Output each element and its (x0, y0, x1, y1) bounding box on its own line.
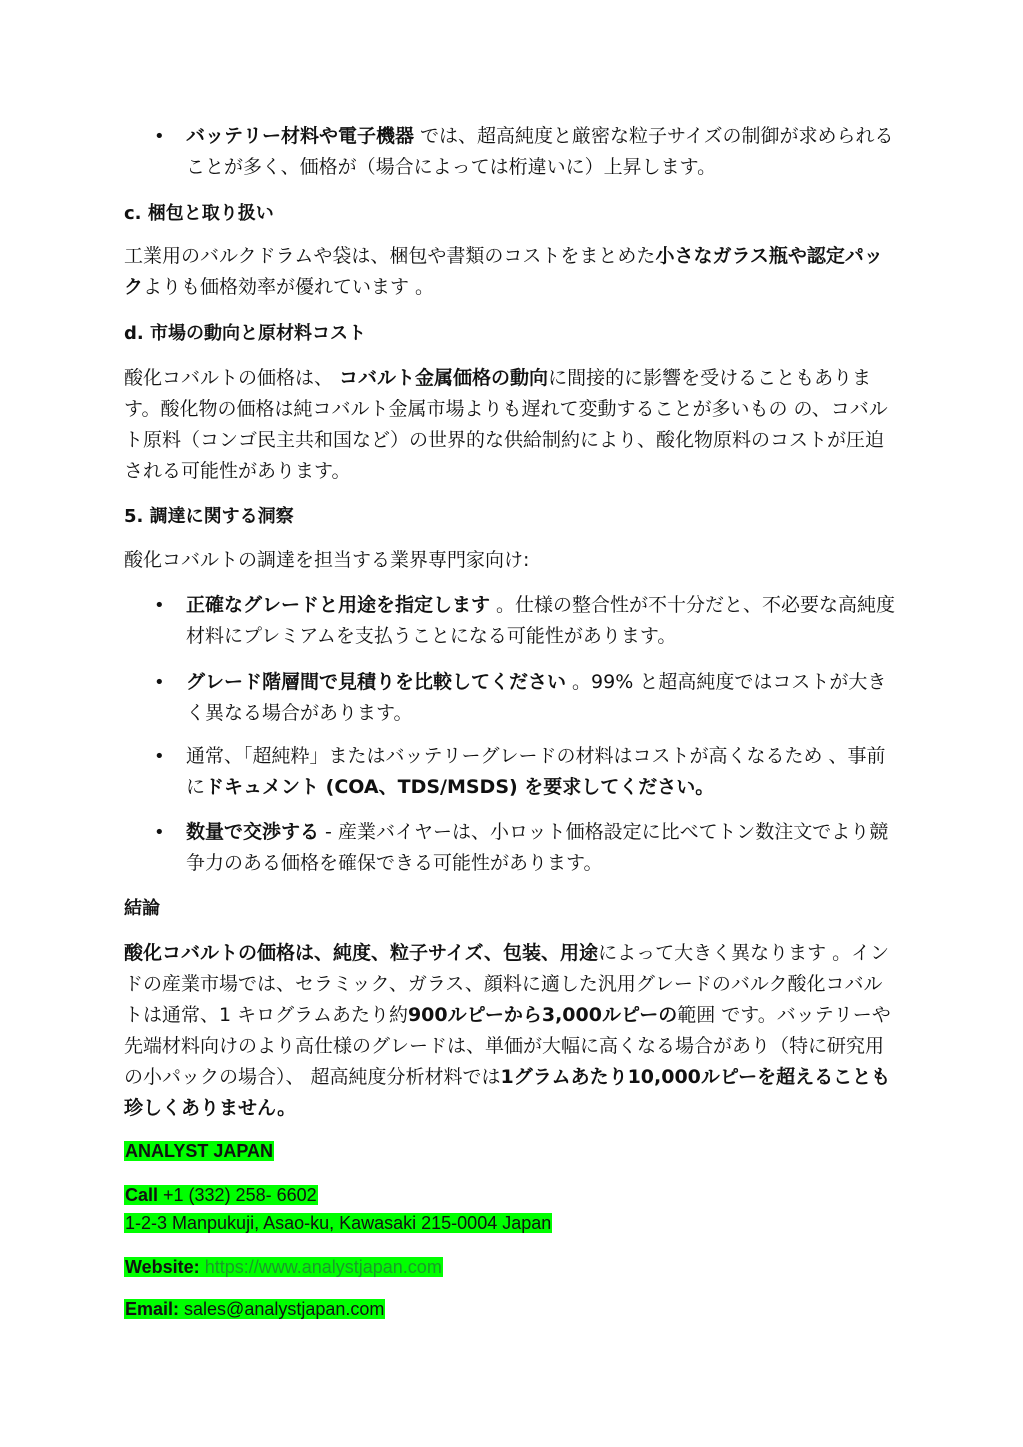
procurement-list (124, 667, 900, 729)
bullet-bold-text: ドキュメント (COA、TDS/MSDS) を要求してください。 (205, 776, 715, 798)
company-name (124, 1139, 274, 1163)
email-address[interactable]: sales@analystjapan.com (179, 1299, 385, 1319)
bullet-text: 。99% と超高純度ではコストが大きく異なる場合があります。 (186, 671, 887, 724)
list-item (124, 667, 900, 729)
paragraph-text: によって大きく異なります 。インドの産業市場では、セラミック、ガラス、顔料に適した汎用グレードのバルク酸化コバルトは通常、1 キログラムあたり約 (124, 942, 890, 1026)
phone-highlight (124, 1185, 318, 1205)
bullet-dot-icon: • (154, 672, 165, 693)
paragraph-bold-text: 小さなガラス瓶や認定パック (124, 245, 883, 298)
paragraph-text: 酸化コバルトの価格は、 (124, 367, 340, 389)
conclusion-heading: 結論 (124, 898, 160, 919)
paragraph-bold-text: 900ルピーから3,000ルピーの (407, 1004, 678, 1026)
website-highlight (124, 1257, 443, 1277)
section-5-heading: 5. 調達に関する洞察 (124, 506, 294, 527)
list-item (124, 817, 900, 879)
bullet-text: - 産業バイヤーは、小ロット価格設定に比べてトン数注文でより競争力のある価格を確保できる可能性があります。 (186, 821, 889, 874)
bullet-dot-icon: • (154, 595, 165, 616)
bullet-bold-text: バッテリー材料や電子機器 (186, 125, 415, 147)
website-link[interactable]: https://www.analystjapan.com (204, 1257, 442, 1277)
bullet-bold-text: 数量で交渉する (186, 821, 320, 843)
bullet-dot-icon: • (154, 746, 165, 767)
bullet-text: 通常、「超純粋」またはバッテリーグレードの材料はコストが高くなるため 、事前に (186, 745, 886, 798)
bullet-dot-icon: • (154, 822, 165, 843)
phone-line (124, 1183, 318, 1207)
email-line (124, 1297, 385, 1321)
list-item (124, 121, 900, 183)
bullet-bold-text: 正確なグレードと用途を指定します (186, 594, 491, 616)
phone-number[interactable]: +1 (332) 258- 6602 (158, 1185, 317, 1205)
list-item (124, 741, 900, 803)
section-d-heading: d. 市場の動向と原材料コスト (124, 323, 366, 344)
paragraph-text: よりも価格効率が優れています 。 (143, 276, 435, 298)
list-item (124, 590, 900, 652)
bullet-text: 。仕様の整合性が不十分だと、不必要な高純度材料にプレミアムを支払うことになる可能性があります。 (186, 594, 896, 647)
email-highlight (124, 1299, 385, 1319)
paragraph-text: に間接的に影響を受けることもあります。酸化物の価格は純コバルト金属市場よりも遅れて変動することが多いもの の、コバルト原料（コンゴ民主共和国など）の世界的な供給制約により、酸化物原料のコストが圧迫される可能性があります。 (124, 367, 888, 482)
bullet-text: では、超高純度と厳密な粒子サイズの制御が求められることが多く、価格が（場合によっては桁違いに）上昇します。 (186, 125, 894, 178)
procurement-list (124, 590, 900, 652)
address-line (124, 1211, 552, 1235)
paragraph-text: 工業用のバルクドラムや袋は、梱包や書類のコストをまとめた (124, 245, 656, 267)
section-5-intro: 酸化コバルトの調達を担当する業界専門家向け: (124, 549, 530, 571)
paragraph-bold-text: 1グラムあたり10,000ルピーを超えることも珍しくありません。 (124, 1066, 891, 1119)
paragraph-bold-text: 酸化コバルトの価格は、純度、粒子サイズ、包装、用途 (124, 942, 599, 964)
email-label: Email: (125, 1299, 180, 1319)
section-c-heading: c. 梱包と取り扱い (124, 203, 274, 224)
bullet-bold-text: グレード階層間で見積りを比較してください (186, 671, 567, 693)
bullet-dot-icon: • (154, 126, 165, 147)
company-name-text: ANALYST JAPAN (125, 1141, 274, 1161)
section-c-paragraph (124, 241, 900, 303)
website-line (124, 1255, 443, 1279)
procurement-list (124, 817, 900, 879)
website-label: Website: (125, 1257, 200, 1277)
call-label: Call (125, 1185, 159, 1205)
conclusion-paragraph (124, 938, 900, 1124)
procurement-list (124, 741, 900, 803)
paragraph-bold-text: コバルト金属価格の動向 (339, 367, 549, 389)
paragraph-text: 範囲 です。バッテリーや先端材料向けのより高仕様のグレードは、単価が大幅に高くなる場合があり（特に研究用の小パックの場合）、 超高純度分析材料では (124, 1004, 891, 1088)
bullet-list-top (124, 121, 900, 183)
address-text: 1-2-3 Manpukuji, Asao-ku, Kawasaki 215-0004 Japan (125, 1213, 552, 1233)
section-d-paragraph (124, 363, 900, 487)
